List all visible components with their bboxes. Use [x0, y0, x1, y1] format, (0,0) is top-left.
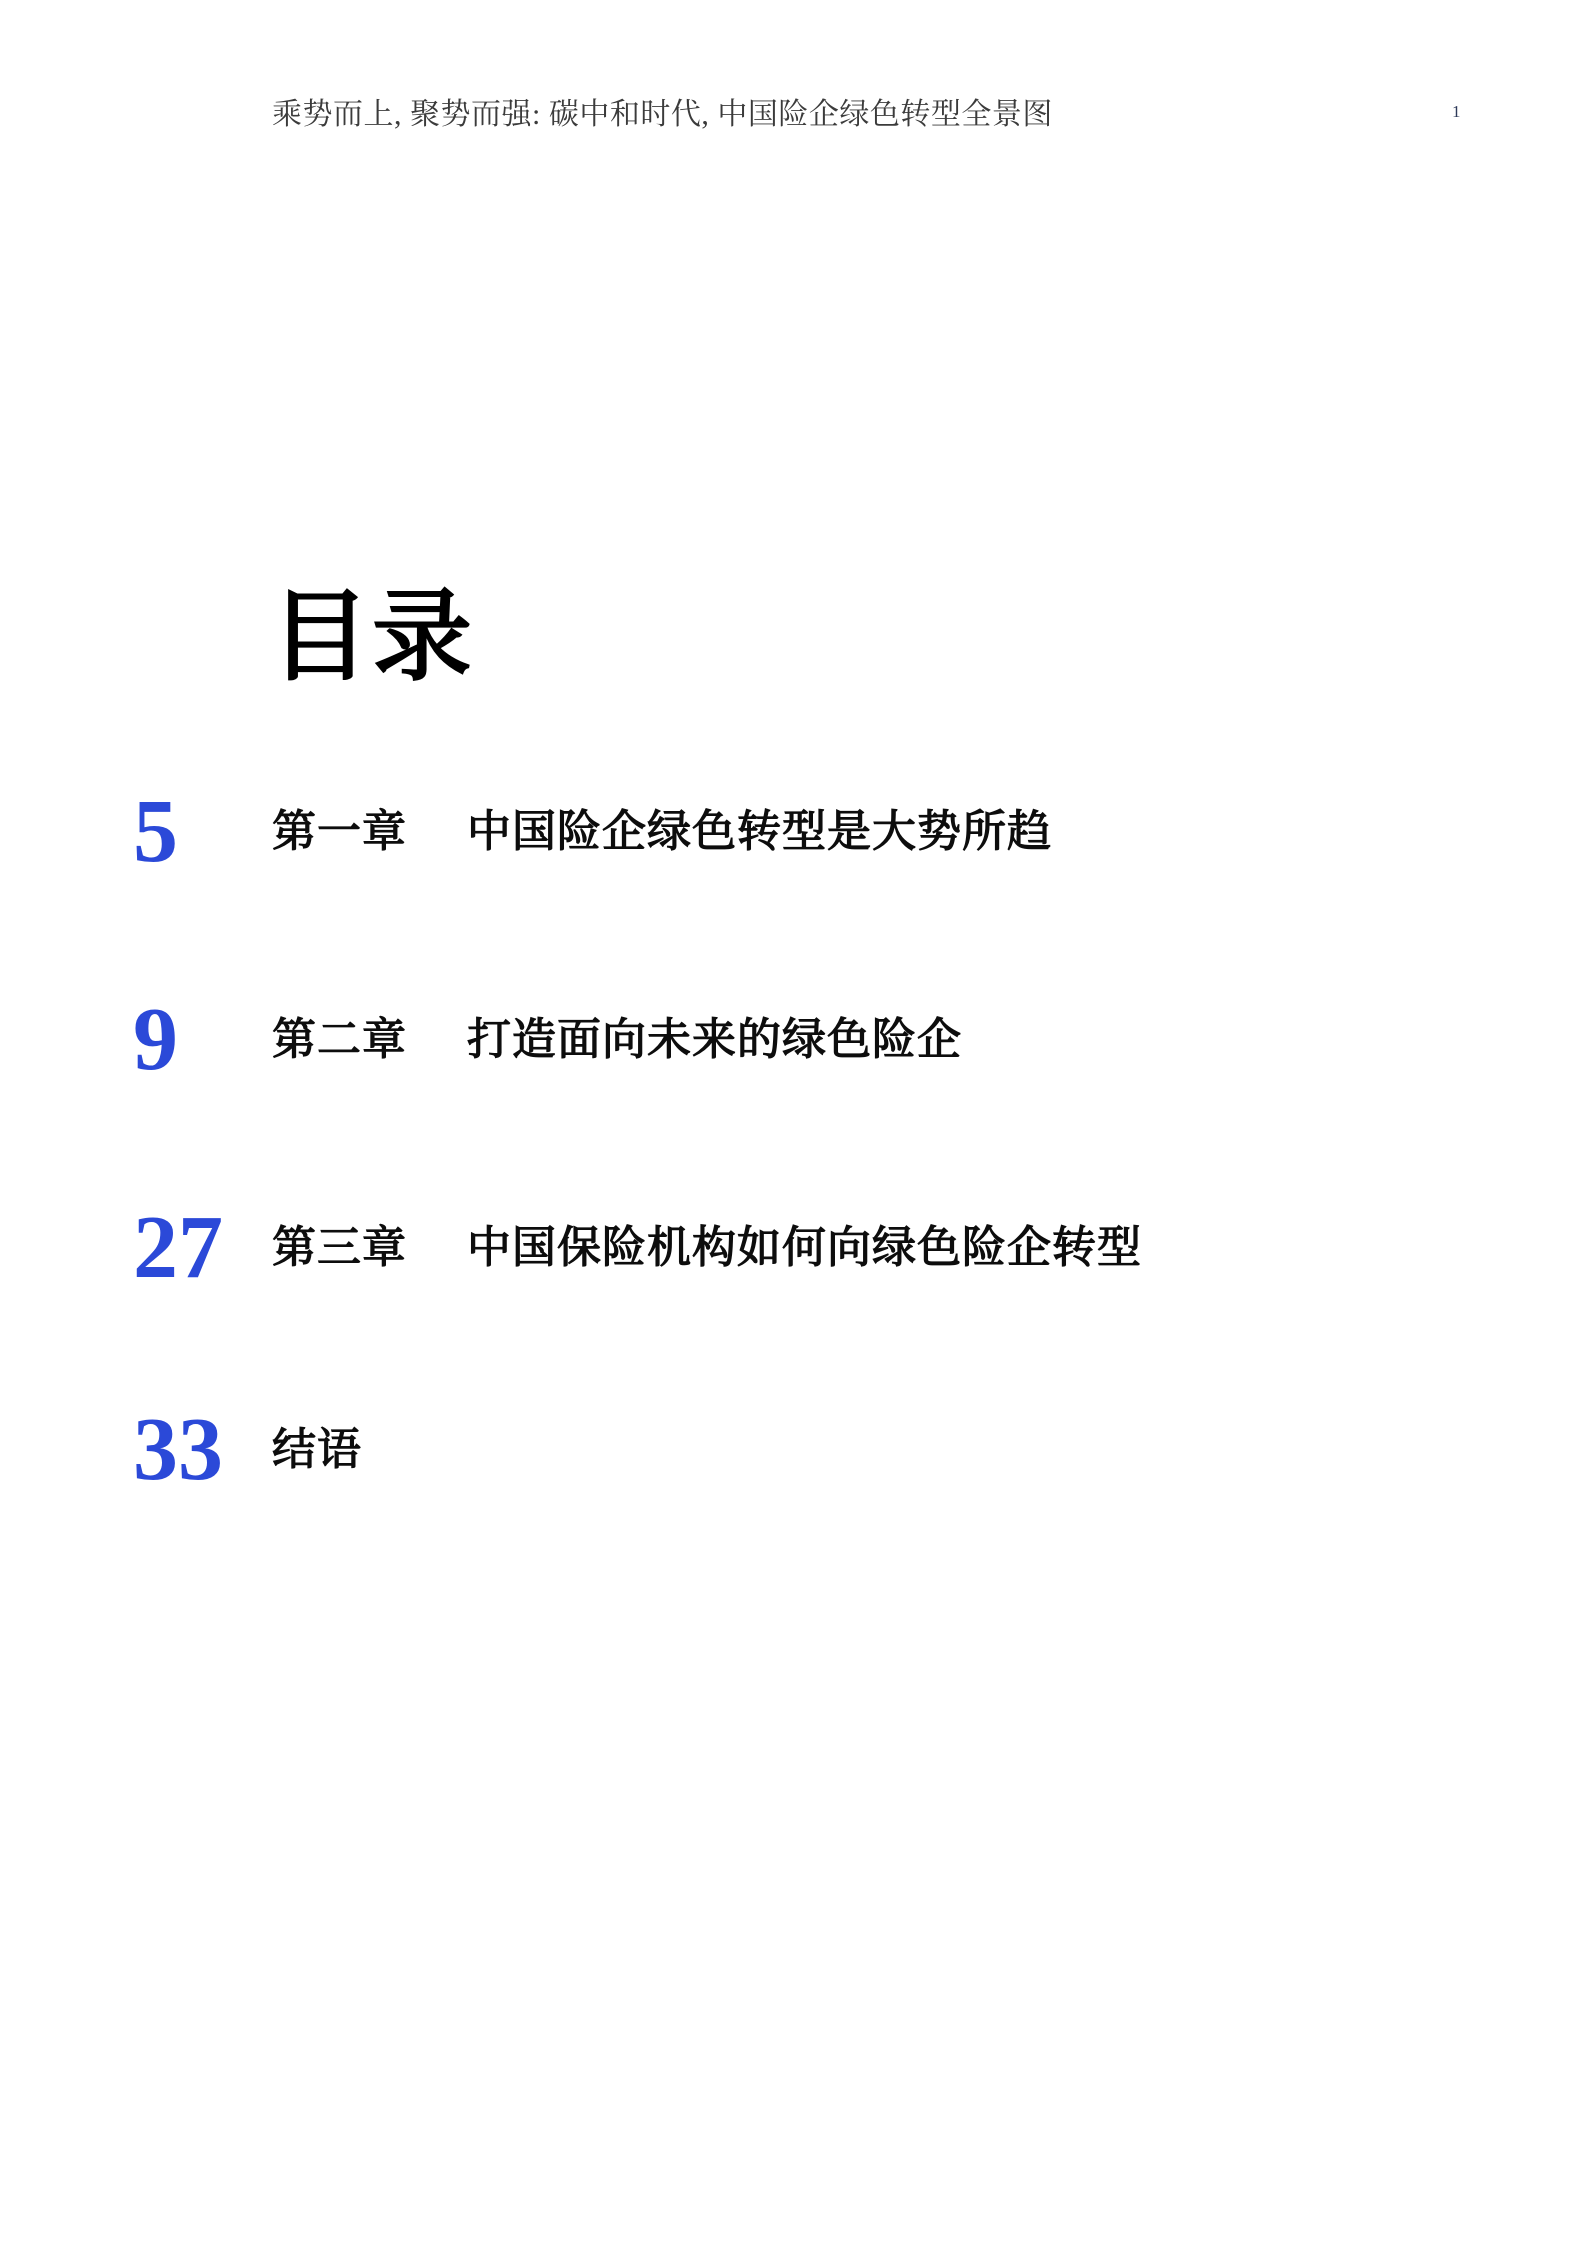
toc-entry-page-number: 9 [133, 990, 178, 1089]
toc-entry-chapter-label: 第一章 [272, 806, 407, 856]
toc-entry-page-number: 27 [133, 1198, 223, 1297]
toc-entry-chapter-label: 第二章 [272, 1014, 407, 1064]
page-number: 1 [1452, 102, 1461, 121]
toc-entry-chapter-1[interactable] [133, 772, 1463, 892]
toc-entry-chapter-2[interactable] [133, 980, 1463, 1100]
toc-entry-conclusion[interactable] [133, 1390, 1463, 1510]
toc-entry-chapter-3[interactable] [133, 1188, 1463, 1308]
toc-entry-title: 中国保险机构如何向绿色险企转型 [467, 1222, 1142, 1272]
toc-entry-chapter-label: 第三章 [272, 1222, 407, 1272]
running-header: 乘势而上, 聚势而强: 碳中和时代, 中国险企绿色转型全景图 [272, 98, 1053, 131]
toc-entry-title: 结语 [272, 1424, 362, 1474]
toc-entry-page-number: 5 [133, 782, 178, 881]
toc-entry-page-number: 33 [133, 1400, 223, 1499]
toc-entry-title: 中国险企绿色转型是大势所趋 [467, 806, 1052, 856]
toc-entry-title: 打造面向未来的绿色险企 [467, 1014, 962, 1064]
toc-heading: 目录 [270, 582, 474, 693]
